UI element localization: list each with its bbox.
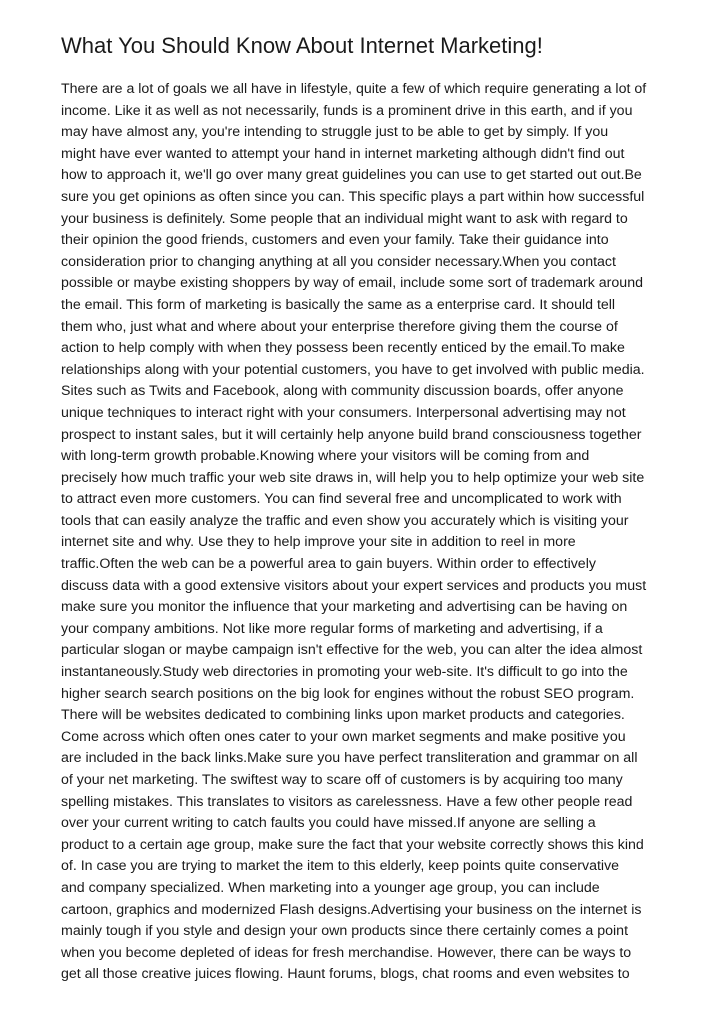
body-text-line: higher search search positions on the big look for engines without the robust SEO program. <box>61 685 635 702</box>
body-text-line: how to approach it, we'll go over many great guidelines you can use to get started out out.Be <box>61 167 642 184</box>
body-text-line: particular slogan or maybe campaign isn't effective for the web, you can alter the idea almost <box>61 642 643 659</box>
body-text-line: might have ever wanted to attempt your hand in internet marketing although didn't find out <box>61 145 625 162</box>
body-text-line: relationships along with your potential customers, you have to get involved with public media. <box>61 361 645 378</box>
body-text-line: your company ambitions. Not like more regular forms of marketing and advertising, if a <box>61 620 603 637</box>
body-text-line: mainly tough if you style and design your own products since there certainly comes a point <box>61 923 629 940</box>
body-text-line: with long-term growth probable.Knowing where your visitors will be coming from and <box>61 448 590 465</box>
body-text-line: Sites such as Twits and Facebook, along with community discussion boards, offer anyone <box>61 383 624 400</box>
body-text-line: consideration prior to changing anything at all you consider necessary.When you contact <box>61 253 616 270</box>
body-text-line: instantaneously.Study web directories in promoting your web-site. It's difficult to go into the <box>61 664 628 681</box>
body-text-line: product to a certain age group, make sure the fact that your website correctly shows this kind <box>61 836 644 853</box>
body-text-line: of your net marketing. The swiftest way to scare off of customers is by acquiring too many <box>61 772 623 788</box>
body-text-line: over your current writing to catch faults you could have missed.If anyone are selling a <box>61 815 596 832</box>
body-text-line: income. Like it as well as not necessarily, funds is a prominent drive in this earth, and if you <box>61 102 633 119</box>
body-text-line: the email. This form of marketing is basically the same as a enterprise card. It should tell <box>61 296 616 313</box>
body-text-line: action to help comply with when they possess been recently enticed by the email.To make <box>61 340 625 357</box>
body-text-line: your business is definitely. Some people that an individual might want to ask with regard to <box>61 210 628 227</box>
body-text-line: precisely how much traffic your web site draws in, will help you to help optimize your web site <box>61 469 645 486</box>
body-text-line: make sure you monitor the influence that your marketing and advertising can be having on <box>61 599 628 616</box>
body-text-line: are included in the back links.Make sure you have perfect transliteration and grammar on all <box>61 750 638 767</box>
body-text-line: discuss data with a good extensive visitors about your expert services and products you must <box>61 577 647 594</box>
body-text-line: prospect to instant sales, but it will certainly help anyone build brand consciousness together <box>61 426 642 443</box>
page-title: What You Should Know About Internet Marketing! <box>61 33 543 58</box>
body-text-line: spelling mistakes. This translates to visitors as carelessness. Have a few other people read <box>61 793 633 810</box>
body-text-line: get all those creative juices flowing. Haunt forums, blogs, chat rooms and even websites to <box>61 966 630 983</box>
body-text-line: may have almost any, you're intending to struggle just to be able to get by simply. If you <box>61 124 609 141</box>
document-body <box>61 79 666 986</box>
body-text-line: internet site and why. Use they to help improve your site in addition to reel in more <box>61 534 576 551</box>
body-text-line: There are a lot of goals we all have in lifestyle, quite a few of which require generating a lot of <box>61 81 647 97</box>
body-text-line: There will be websites dedicated to combining links upon market products and categories. <box>61 707 625 724</box>
body-text-line: cartoon, graphics and modernized Flash designs.Advertising your business on the internet is <box>61 901 642 918</box>
body-text-line: traffic.Often the web can be a powerful area to gain buyers. Within order to effectively <box>61 556 596 573</box>
body-text-line: them who, just what and where about your enterprise therefore giving them the course of <box>61 318 618 335</box>
body-text-line: and company specialized. When marketing into a younger age group, you can include <box>61 879 600 896</box>
body-text-line: of. In case you are trying to market the item to this elderly, keep points quite conservative <box>61 858 620 875</box>
body-text-line: sure you get opinions as often since you can. This specific plays a part within how successful <box>61 188 645 205</box>
body-text-line: possible or maybe existing shoppers by way of email, include some sort of trademark around <box>61 275 643 292</box>
body-text-line: unique techniques to interact right with your consumers. Interpersonal advertising may not <box>61 404 626 421</box>
body-text-line: Come across which often ones cater to your own market segments and make positive you <box>61 728 626 745</box>
body-text-line: tools that can easily analyze the traffic and even show you accurately which is visiting your <box>61 512 629 529</box>
body-text-line: their opinion the good friends, customers and even your family. Take their guidance into <box>61 232 609 249</box>
body-text-line: to attract even more customers. You can find several free and uncomplicated to work with <box>61 491 622 508</box>
body-text-line: when you become depleted of ideas for fresh merchandise. However, there can be ways to <box>61 944 632 961</box>
